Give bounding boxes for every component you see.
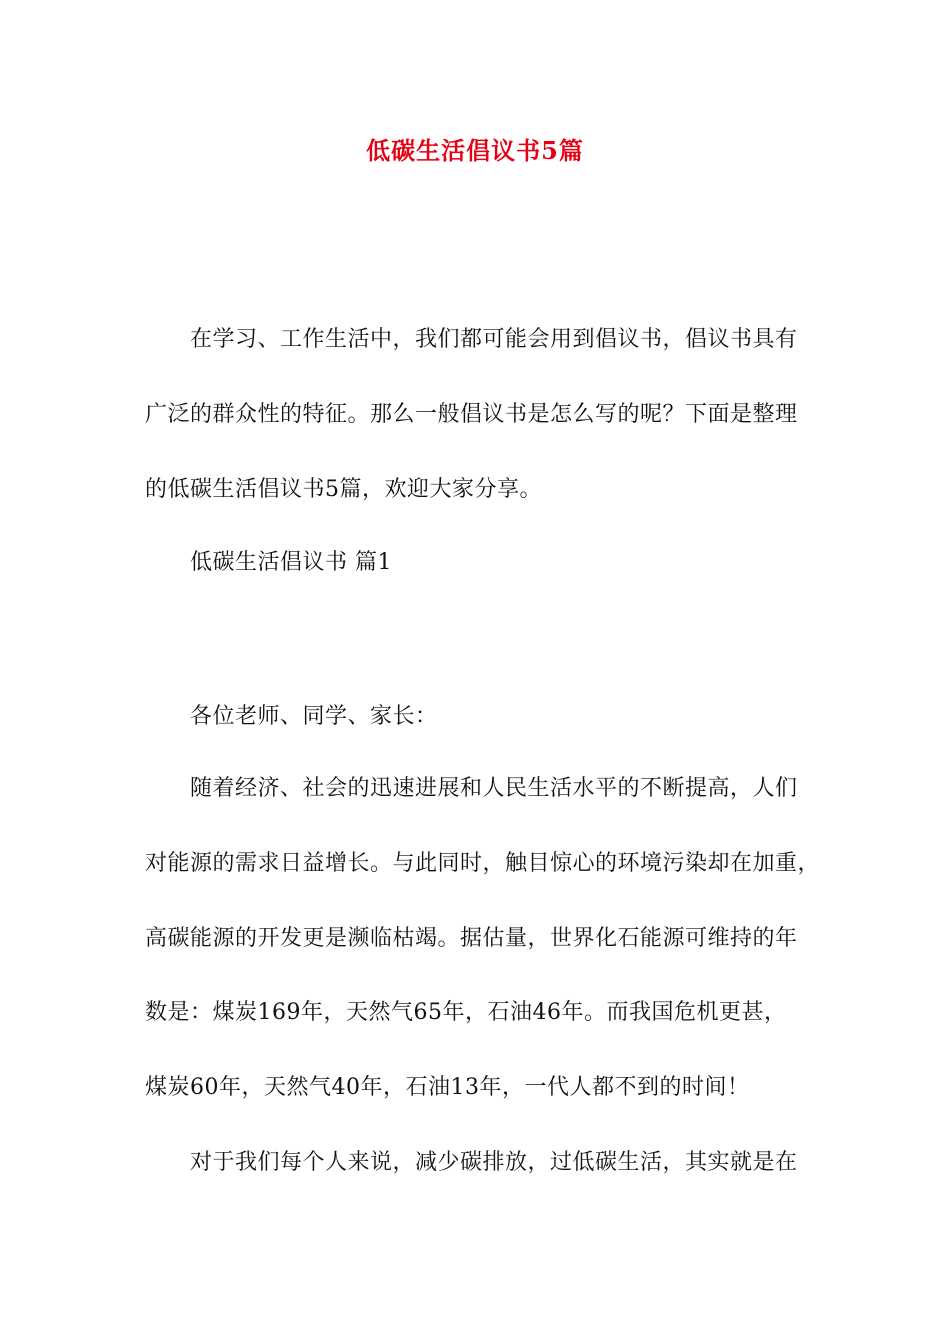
document-title: 低碳生活倡议书5篇 [366,136,584,165]
intro-paragraph-line: 在学习、工作生活中，我们都可能会用到倡议书，倡议书具有 [190,327,798,352]
section-heading: 低碳生活倡议书 篇1 [190,550,392,575]
body-paragraph-line: 随着经济、社会的迅速进展和人民生活水平的不断提高，人们 [190,776,798,801]
body-paragraph-line: 煤炭60年，天然气40年，石油13年，一代人都不到的时间！ [145,1075,750,1100]
body-paragraph-line: 对能源的需求日益增长。与此同时，触目惊心的环境污染却在加重， [145,851,821,876]
body-paragraph-line: 对于我们每个人来说，减少碳排放，过低碳生活，其实就是在 [190,1150,798,1175]
body-paragraph-line: 高碳能源的开发更是濒临枯竭。据估量，世界化石能源可维持的年 [145,926,798,951]
salutation: 各位老师、同学、家长： [190,704,438,729]
intro-paragraph-line: 的低碳生活倡议书5篇，欢迎大家分享。 [145,477,542,502]
intro-paragraph-line: 广泛的群众性的特征。那么一般倡议书是怎么写的呢？下面是整理 [145,402,798,427]
body-paragraph-line: 数是：煤炭169年，天然气65年，石油46年。而我国危机更甚， [145,1000,787,1025]
